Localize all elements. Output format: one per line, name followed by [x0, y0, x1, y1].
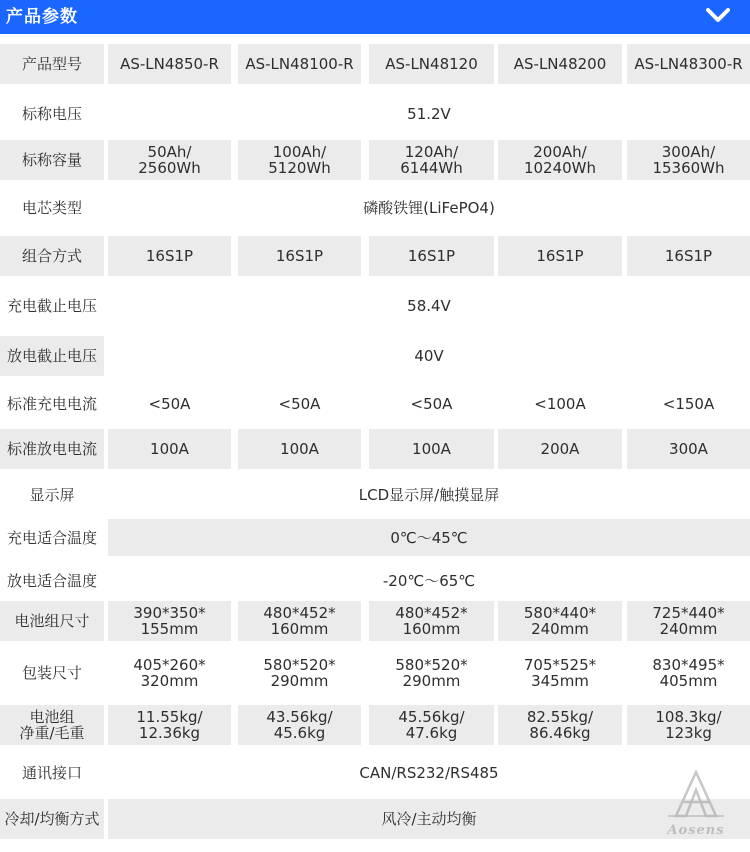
- spec-value-text: 480*452* 160mm: [395, 604, 468, 638]
- spec-value-cell: [108, 601, 231, 641]
- spec-row: [0, 140, 750, 180]
- spec-row: [0, 799, 750, 839]
- spec-value-cell: [369, 601, 494, 641]
- row-label-text: 冷却/均衡方式: [4, 810, 100, 828]
- spec-value-cell: [238, 236, 361, 276]
- spec-value-text: 725*440* 240mm: [652, 604, 725, 638]
- spec-value-text: 580*520* 290mm: [395, 656, 468, 690]
- spec-row: [0, 429, 750, 469]
- spec-value-merged: [108, 519, 750, 556]
- row-label-text: 电池组尺寸: [14, 612, 90, 630]
- spec-row: [0, 94, 750, 134]
- aosens-logo-icon: [658, 770, 734, 836]
- row-label: [0, 799, 104, 839]
- row-label: [0, 519, 104, 556]
- spec-row: [0, 384, 750, 424]
- watermark-brand: Aosens: [667, 823, 725, 838]
- spec-value-text: 16S1P: [664, 247, 713, 265]
- spec-value-text: 82.55kg/ 86.46kg: [526, 708, 594, 742]
- row-label: [0, 236, 104, 276]
- spec-value-merged: [108, 286, 750, 326]
- spec-value-cell: [369, 384, 494, 424]
- spec-value-text: CAN/RS232/RS485: [359, 764, 499, 782]
- spec-value-cell: [369, 653, 494, 693]
- row-label: [0, 705, 104, 745]
- spec-value-text: <50A: [410, 395, 453, 413]
- spec-value-cell: [627, 236, 750, 276]
- spec-value-cell: [627, 601, 750, 641]
- spec-value-cell: [108, 653, 231, 693]
- spec-row: [0, 753, 750, 793]
- row-label: [0, 44, 104, 84]
- spec-value-cell: [369, 236, 494, 276]
- spec-value-merged: [108, 336, 750, 376]
- section-header: [0, 0, 750, 34]
- spec-value-cell: [627, 44, 750, 84]
- spec-value-cell: [108, 384, 231, 424]
- spec-value-text: 风冷/主动均衡: [381, 810, 477, 828]
- row-label-text: 组合方式: [21, 247, 82, 265]
- spec-value-text: 100A: [150, 440, 189, 458]
- spec-value-text: AS-LN48100-R: [245, 55, 354, 73]
- spec-value-text: AS-LN48120: [385, 55, 478, 73]
- spec-value-cell: [627, 705, 750, 745]
- spec-value-cell: [498, 705, 622, 745]
- spec-value-text: LCD显示屏/触摸显屏: [358, 486, 500, 504]
- row-label: [0, 188, 104, 228]
- spec-value-text: 108.3kg/ 123kg: [655, 708, 722, 742]
- spec-value-text: 580*440* 240mm: [523, 604, 597, 638]
- spec-value-merged: [108, 799, 750, 839]
- row-label-text: 充电截止电压: [6, 297, 97, 315]
- spec-row: [0, 601, 750, 641]
- spec-value-cell: [369, 429, 494, 469]
- spec-value-text: 51.2V: [407, 105, 451, 123]
- spec-value-cell: [498, 429, 622, 469]
- spec-value-text: 390*350* 155mm: [133, 604, 206, 638]
- spec-value-text: 16S1P: [145, 247, 194, 265]
- chevron-down-icon[interactable]: [704, 4, 732, 30]
- row-label: [0, 475, 104, 515]
- spec-value-text: 830*495* 405mm: [652, 656, 725, 690]
- spec-value-cell: [498, 140, 622, 180]
- spec-value-text: 580*520* 290mm: [263, 656, 336, 690]
- spec-value-text: 120Ah/ 6144Wh: [400, 143, 463, 177]
- spec-value-text: 11.55kg/ 12.36kg: [136, 708, 203, 742]
- spec-value-text: 16S1P: [275, 247, 324, 265]
- row-label-text: 显示屏: [29, 486, 75, 504]
- spec-row: [0, 653, 750, 693]
- spec-value-merged: [108, 563, 750, 599]
- spec-value-cell: [238, 140, 361, 180]
- row-label: [0, 653, 104, 693]
- row-label-text: 标准充电电流: [6, 395, 97, 413]
- spec-value-cell: [498, 236, 622, 276]
- spec-value-text: 300A: [669, 440, 708, 458]
- spec-row: [0, 44, 750, 84]
- spec-value-text: 58.4V: [407, 297, 451, 315]
- row-label: [0, 336, 104, 376]
- row-label: [0, 384, 104, 424]
- spec-value-text: 磷酸铁锂(LiFePO4): [363, 199, 495, 217]
- spec-row: [0, 519, 750, 556]
- row-label-text: 放电截止电压: [6, 347, 97, 365]
- row-label: [0, 601, 104, 641]
- row-label-text: 通讯接口: [21, 764, 82, 782]
- spec-value-text: <50A: [148, 395, 191, 413]
- spec-value-text: 100A: [280, 440, 319, 458]
- section-title: 产品参数: [6, 7, 78, 27]
- spec-value-text: 50Ah/ 2560Wh: [138, 143, 201, 177]
- spec-value-text: 0℃～45℃: [390, 528, 468, 547]
- spec-value-cell: [108, 429, 231, 469]
- spec-value-cell: [238, 653, 361, 693]
- row-label: [0, 429, 104, 469]
- spec-row: [0, 475, 750, 515]
- spec-value-cell: [108, 140, 231, 180]
- row-label-text: 放电适合温度: [6, 572, 97, 590]
- row-label: [0, 563, 104, 599]
- row-label-text: 标称电压: [21, 105, 82, 123]
- spec-value-cell: [627, 140, 750, 180]
- spec-value-text: 100Ah/ 5120Wh: [268, 143, 331, 177]
- spec-value-merged: [108, 94, 750, 134]
- spec-value-cell: [627, 653, 750, 693]
- spec-value-text: <150A: [662, 395, 715, 413]
- spec-value-text: 405*260* 320mm: [133, 656, 206, 690]
- spec-row: [0, 336, 750, 376]
- row-label: [0, 286, 104, 326]
- spec-value-text: 300Ah/ 15360Wh: [652, 143, 725, 177]
- spec-row: [0, 188, 750, 228]
- spec-value-cell: [369, 705, 494, 745]
- spec-value-cell: [498, 44, 622, 84]
- row-label-text: 产品型号: [21, 55, 82, 73]
- spec-value-cell: [238, 705, 361, 745]
- row-label-text: 电芯类型: [21, 199, 82, 217]
- spec-value-text: <50A: [278, 395, 321, 413]
- spec-value-cell: [627, 429, 750, 469]
- row-label-text: 充电适合温度: [6, 528, 97, 547]
- spec-value-cell: [498, 384, 622, 424]
- spec-value-cell: [498, 653, 622, 693]
- spec-value-cell: [238, 44, 361, 84]
- spec-value-cell: [108, 705, 231, 745]
- spec-value-text: 200A: [540, 440, 580, 458]
- spec-value-cell: [238, 601, 361, 641]
- spec-value-text: 100A: [412, 440, 451, 458]
- spec-value-cell: [369, 140, 494, 180]
- spec-row: [0, 705, 750, 745]
- spec-value-text: 16S1P: [407, 247, 456, 265]
- row-label: [0, 753, 104, 793]
- spec-value-merged: [108, 753, 750, 793]
- spec-value-text: -20℃～65℃: [382, 572, 476, 590]
- spec-value-text: AS-LN48300-R: [634, 55, 743, 73]
- spec-value-cell: [238, 384, 361, 424]
- spec-row: [0, 286, 750, 326]
- spec-value-text: 200Ah/ 10240Wh: [523, 143, 597, 177]
- spec-value-cell: [369, 44, 494, 84]
- spec-value-merged: [108, 188, 750, 228]
- spec-value-merged: [108, 475, 750, 515]
- row-label-text: 包装尺寸: [21, 664, 82, 682]
- row-label: [0, 94, 104, 134]
- spec-value-text: 705*525* 345mm: [523, 656, 597, 690]
- row-label-text: 标准放电电流: [6, 440, 97, 458]
- spec-value-text: <100A: [534, 395, 586, 413]
- spec-value-text: AS-LN48200: [513, 55, 607, 73]
- spec-value-text: 43.56kg/ 45.6kg: [266, 708, 333, 742]
- spec-value-cell: [108, 44, 231, 84]
- row-label: [0, 140, 104, 180]
- spec-value-cell: [238, 429, 361, 469]
- spec-value-text: 480*452* 160mm: [263, 604, 336, 638]
- row-label-text: 标称容量: [21, 151, 82, 169]
- spec-value-text: 16S1P: [536, 247, 584, 265]
- spec-value-text: AS-LN4850-R: [120, 55, 219, 73]
- spec-value-cell: [627, 384, 750, 424]
- spec-value-cell: [498, 601, 622, 641]
- spec-value-text: 45.56kg/ 47.6kg: [398, 708, 465, 742]
- spec-row: [0, 236, 750, 276]
- spec-value-cell: [108, 236, 231, 276]
- spec-value-text: 40V: [414, 347, 444, 365]
- row-label-text: 电池组 净重/毛重: [19, 708, 85, 742]
- spec-row: [0, 563, 750, 599]
